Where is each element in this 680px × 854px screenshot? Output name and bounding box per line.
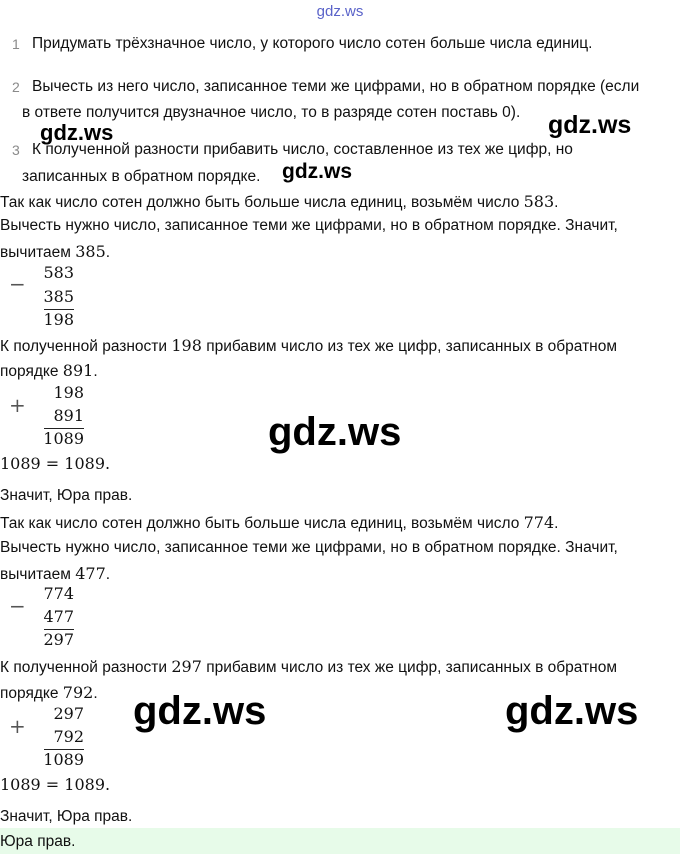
number: 297 — [171, 657, 202, 676]
addend: 198 — [53, 383, 84, 402]
text: . — [105, 566, 111, 583]
text: . — [554, 515, 559, 532]
solution-line — [0, 657, 617, 677]
number: 774 — [523, 513, 555, 532]
addend: 297 — [53, 704, 84, 723]
addend: 891 — [53, 406, 84, 425]
text: Так как число сотен должно быть больше числа единиц, возьмём число — [0, 515, 524, 532]
text: . — [93, 685, 98, 702]
step-text: К полученной разности прибавить число, составленное из тех же цифр, но — [32, 141, 573, 158]
sum: 1089 — [43, 429, 84, 448]
solution-line — [0, 192, 558, 212]
equality: 1089 = 1089. — [0, 775, 111, 794]
difference: 198 — [43, 310, 74, 329]
answer-bar — [0, 828, 680, 854]
watermark-top[interactable]: gdz.ws — [316, 3, 364, 20]
step-text: Вычесть из него число, записанное теми же цифрами, но в обратном порядке (если — [32, 78, 640, 95]
text: . — [554, 194, 559, 211]
text: . — [93, 363, 98, 380]
watermark: gdz.ws — [505, 689, 639, 733]
subtrahend: 477 — [43, 607, 74, 626]
watermark: gdz.ws — [282, 160, 353, 183]
number: 385 — [75, 242, 106, 261]
number: 583 — [523, 192, 555, 211]
watermark: gdz.ws — [548, 111, 632, 139]
text: . — [105, 244, 111, 261]
minus-sign: − — [9, 594, 26, 618]
step-text: записанных в обратном порядке. — [22, 168, 261, 185]
solution-line — [0, 336, 617, 356]
minuend: 774 — [43, 584, 74, 603]
sum: 1089 — [43, 750, 84, 769]
conclusion: Значит, Юра прав. — [0, 487, 133, 504]
text: порядке — [0, 363, 63, 380]
solution-line: Вычесть нужно число, записанное теми же цифрами, но в обратном порядке. Значит, — [0, 217, 618, 234]
equality: 1089 = 1089. — [0, 454, 111, 473]
minuend: 583 — [43, 263, 74, 282]
text: вычитаем — [0, 244, 76, 261]
text: порядке — [0, 685, 63, 702]
text: вычитаем — [0, 566, 76, 583]
solution-line — [0, 513, 558, 533]
solution-line: Вычесть нужно число, записанное теми же цифрами, но в обратном порядке. Значит, — [0, 539, 618, 556]
text: Так как число сотен должно быть больше числа единиц, возьмём число — [0, 194, 524, 211]
difference: 297 — [43, 630, 74, 649]
number: 198 — [171, 336, 202, 355]
watermark: gdz.ws — [133, 689, 267, 733]
watermark: gdz.ws — [40, 120, 114, 145]
step-number: 3 — [12, 142, 20, 158]
step-number: 2 — [12, 79, 20, 95]
number: 891 — [62, 361, 94, 380]
text: прибавим число из тех же цифр, записанных в обратном — [201, 659, 618, 676]
plus-sign: + — [9, 714, 26, 738]
number: 792 — [62, 683, 94, 702]
solution-line — [0, 683, 98, 703]
conclusion: Значит, Юра прав. — [0, 808, 133, 825]
solution-line — [0, 242, 110, 262]
watermark: gdz.ws — [268, 410, 402, 454]
subtrahend: 385 — [43, 287, 74, 306]
text: прибавим число из тех же цифр, записанных в обратном — [201, 338, 618, 355]
solution-line — [0, 361, 98, 381]
addend: 792 — [53, 727, 84, 746]
minus-sign: − — [9, 272, 26, 296]
text: К полученной разности — [0, 338, 172, 355]
solution-line — [0, 564, 110, 584]
number: 477 — [75, 564, 106, 583]
step-text: Придумать трёхзначное число, у которого число сотен больше числа единиц. — [32, 35, 593, 52]
step-text: в ответе получится двузначное число, то в разряде сотен поставь 0). — [22, 104, 521, 121]
plus-sign: + — [9, 393, 26, 417]
answer-text: Юра прав. — [0, 833, 76, 850]
step-number: 1 — [12, 36, 20, 52]
text: К полученной разности — [0, 659, 172, 676]
